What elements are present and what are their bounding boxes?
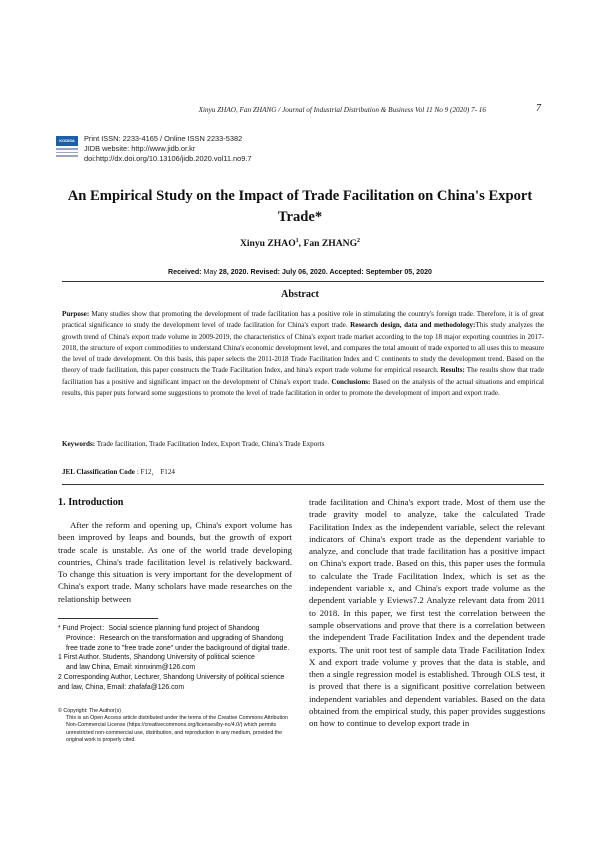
author1-footnote-line1: 1 First Author. Students, Shandong University of political science: [58, 654, 255, 662]
running-head: Xinyu ZHAO, Fan ZHANG / Journal of Industrial Distribution & Business Vol 11 No 9 (2020) 7- 16: [198, 106, 486, 114]
fund-footnote-line1: * Fund Project：Social science planning fund project of Shandong: [58, 625, 260, 632]
purpose-text: Many studies show that promoting the development of trade facilitation has a positive role in stimulating the country's foreign trade. Therefore, it is of great practical significance to study the development level of trade facilitation for China's export trade.: [62, 310, 544, 330]
footnotes: [58, 624, 292, 693]
left-column: [58, 497, 292, 605]
design-text: This study analyzes the growth trend of China's export trade volume in 2009-2019, the characteristics of China's export trade market according to the top 18 major exporting countries in 2017-2018, the structure of export commodities to understand China's economic development level, and compares the total amount of trade exported to all uses this to measure the level of trade development. On this basis, this paper selects the 2011-2018 Trade Facilitation Index and C continents to study the development trend. Based on the theory of trade facilitation, this paper constructs the Trade Facilitation Index, and hina's export trade volume for empirical research.: [62, 321, 545, 375]
conclusions-text: Based on the analysis of the actual situations and empirical results, this paper puts forward some suggestions to promote the level of trade facilitation in order to promote the development of import and export trade.: [62, 377, 544, 398]
purpose-label: Purpose:: [62, 310, 90, 318]
jel-text: : F12， F124: [134, 468, 175, 476]
issn-line: Print ISSN: 2233-4165 / Online ISSN 2233-5382: [84, 134, 243, 143]
journal-logo-icon: [56, 136, 78, 162]
intro-paragraph: After the reform and opening up, China's export volume has been improved by leaps and bounds, but the growth of export trade scale is unstable. As one of the world trade developing countries, China's trade facilitation level is relatively backward. To change this situation is very important for the development of China's export trade. Many scholars have made researches on the relationship between: [58, 520, 292, 604]
section-heading: 1. Introduction: [58, 497, 124, 508]
author-2-sup: 2: [357, 238, 361, 244]
title-line-1: An Empirical Study on the Impact of Trade Facilitation on China's Export: [67, 188, 533, 204]
conclusions-label: Conclusions:: [331, 377, 371, 386]
abstract-heading: Abstract: [281, 289, 319, 300]
received-month: May: [203, 268, 217, 276]
keywords-text: Trade facilitation, Trade Facilitation Index, Export Trade, China's Trade Exports: [95, 440, 325, 448]
author-1-sup: 1: [295, 238, 299, 244]
design-label: Research design, data and methodology:: [350, 321, 476, 330]
abstract-body: [62, 309, 544, 399]
logo-text: KODISA: [56, 136, 78, 146]
author1-footnote-rest: and law China, Email: xinnxinm@126.com: [66, 664, 196, 672]
doi-line: doi:http://dx.doi.org/10.13106/jidb.2020.vol11.no9.7: [84, 154, 252, 163]
author-separator: ,: [298, 238, 304, 250]
paper-title: [50, 186, 550, 228]
keywords-label: Keywords:: [62, 440, 96, 448]
right-column-text: trade facilitation and China's export trade. Most of them use the trade gravity model to analyze, take the calculated Trade Facilitation Index as the independent variable, select the relevant indicators of China's export trade as the dependent variable to analyze, and conclude that trade facilitation has a positive impact on China's export trade. Based on this, this paper uses the formula to calculate the Trade Facilitation Index, which is set as the independent variable x, and China's export trade volume as the dependent variable y Eviews7.2 Analyze relevant data from 2011 to 2018. In this paper, we first test the correlation between the sample observations and prove that there is a correlation between the independent Trade Facilitation Index and the dependent trade exports. The unit root test of sample data Trade Facilitation Index X and export trade volume y proves that the data is stable, and then a single regression model is established. Through OLS test, it is proved that there is a significant positive correlation between independent variables and dependent variables. Based on the data obtained from the empirical study, this paper provides suggestions on how to continue to develop export trade in: [309, 497, 545, 729]
author-1: Xinyu ZHAO: [239, 238, 296, 250]
footnote-rule: [58, 618, 158, 619]
title-line-2: Trade*: [277, 209, 323, 225]
author2-footnote: 2 Corresponding Author, Lecturer, Shandong University of political science and law, China, Email: zhafafa@126.com: [58, 673, 285, 691]
keywords: [62, 440, 544, 448]
jel-classification: [62, 467, 544, 477]
author-line: [50, 238, 550, 249]
author-2: Fan ZHANG: [303, 238, 358, 250]
results-label: Results:: [440, 366, 465, 375]
jel-label: JEL Classification Code: [62, 468, 135, 476]
divider-bottom: [62, 484, 544, 485]
copyright-line: © Copyright: The Author(s): [58, 708, 121, 714]
copyright-notice: [58, 708, 292, 744]
divider-top: [62, 281, 544, 282]
right-column: [309, 496, 545, 730]
results-text: The results show that trade facilitation has a positive and significant impact on the development of China's export trade.: [62, 366, 544, 386]
received-dates: [50, 268, 550, 276]
website-line: JIDB website: http://www.jidb.or.kr: [84, 144, 196, 153]
journal-info: [84, 134, 252, 164]
received-rest: 28, 2020. Revised: July 06, 2020. Accepted: September 05, 2020: [216, 268, 432, 276]
page-number: 7: [536, 103, 541, 114]
received-label: Received:: [168, 268, 204, 276]
fund-footnote-rest: Province：Research on the transformation and upgrading of Shandong free trade zone to "free trade zone" under the background of digital trade.: [66, 634, 290, 652]
license-text: This is an Open Access article distributed under the terms of the Creative Commons Attribution Non-Commercial License (https://creativecommons.org/licenses/by-nc/4.0/) which permits unrestricted non-commercial use, distribution, and reproduction in any medium, provided the original work is properly cited.: [66, 715, 288, 743]
